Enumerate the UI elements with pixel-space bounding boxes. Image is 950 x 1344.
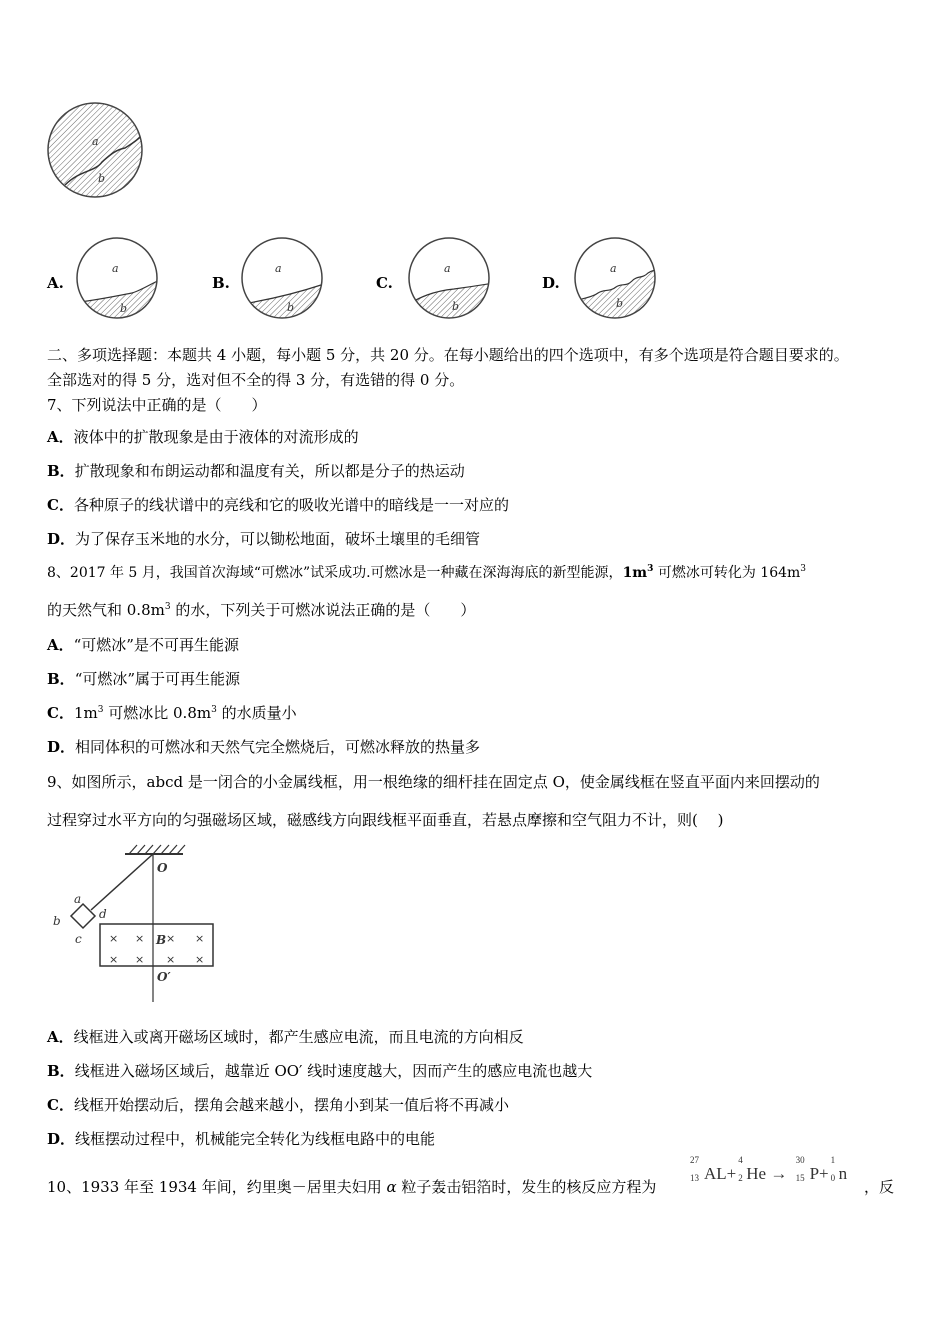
option-text: 可燃冰比 0.8m: [103, 704, 212, 722]
q8-stem-sup2: 3: [800, 564, 807, 574]
mass-number: 4: [738, 1155, 743, 1165]
option-text: 液体中的扩散现象是由于液体的对流形成的: [73, 428, 359, 446]
element-symbol: P+: [809, 1164, 829, 1183]
svg-text:×: ×: [166, 953, 176, 966]
neutron: [830, 1155, 848, 1184]
element-symbol: n: [838, 1164, 848, 1183]
option-label: C．: [47, 704, 74, 722]
svg-text:O′: O′: [157, 970, 171, 984]
svg-text:×: ×: [109, 953, 119, 966]
atomic-number: 0: [830, 1173, 836, 1183]
option-text: 线框开始摆动后，摆角会越来越小，摆角小到某一值后将不再减小: [73, 1096, 509, 1114]
option-label: C．: [47, 496, 74, 514]
q10-stem: [47, 1177, 656, 1197]
svg-text:b: b: [616, 297, 624, 310]
svg-text:×: ×: [109, 932, 119, 945]
q8-stem-value1: 1m: [622, 565, 648, 581]
option-label: B．: [47, 670, 75, 688]
svg-text:O: O: [157, 861, 168, 875]
svg-text:×: ×: [135, 953, 145, 966]
q8-stem2-sup: 3: [164, 602, 171, 612]
q9-option-d[interactable]: [47, 1129, 435, 1149]
option-label: A．: [47, 636, 74, 654]
q6-option-d-figure: [570, 235, 660, 321]
option-text: 线框进入或离开磁场区域时，都产生感应电流，而且电流的方向相反: [73, 1028, 524, 1046]
q7-option-c[interactable]: [47, 495, 509, 515]
q8-stem2-text2: 的水，下列关于可燃冰说法正确的是（ ）: [170, 601, 476, 619]
q7-option-d[interactable]: [47, 529, 480, 549]
svg-text:a: a: [112, 262, 119, 275]
svg-text:×: ×: [135, 932, 145, 945]
q6-option-d-label: D.: [542, 274, 560, 292]
q8-stem-line2: [47, 600, 475, 620]
q6-option-b-label: B.: [212, 274, 230, 292]
option-text: 扩散现象和布朗运动都和温度有关，所以都是分子的热运动: [74, 462, 465, 480]
svg-text:B: B: [156, 933, 167, 947]
phosphorus-nucleus: [795, 1155, 829, 1184]
q8-option-c[interactable]: [47, 703, 297, 723]
option-label: D．: [47, 738, 76, 756]
option-text: 的水质量小: [216, 704, 297, 722]
option-text: 为了保存玉米地的水分，可以锄松地面，破坏土壤里的毛细管: [75, 530, 481, 548]
q6-option-a-figure: [72, 235, 162, 321]
aluminum-nucleus: [690, 1155, 737, 1184]
atomic-number: 13: [690, 1173, 699, 1183]
q8-option-d[interactable]: [47, 737, 480, 757]
q7-option-b[interactable]: [47, 461, 465, 481]
q9-option-b[interactable]: [47, 1061, 592, 1081]
q8-option-a[interactable]: [47, 635, 239, 655]
option-label: C．: [47, 1096, 74, 1114]
svg-text:a: a: [275, 262, 282, 275]
atomic-number: 2: [738, 1173, 743, 1183]
atomic-number: 15: [795, 1173, 805, 1183]
option-text: 1m: [73, 704, 98, 722]
option-label: D．: [47, 530, 76, 548]
option-label: B．: [47, 462, 75, 480]
mass-number: 27: [690, 1155, 699, 1165]
q8-stem-sup1: 3: [647, 564, 654, 574]
q8-option-b[interactable]: [47, 669, 240, 689]
svg-text:a: a: [444, 262, 451, 275]
q7-stem: 7、下列说法中正确的是（ ）: [47, 396, 267, 414]
q8-stem-text2: 可燃冰可转化为 164m: [653, 565, 801, 581]
svg-text:c: c: [75, 932, 82, 946]
q8-stem2-text: 的天然气和 0.8m: [47, 601, 165, 619]
alpha-symbol: α: [386, 1178, 397, 1196]
svg-text:b: b: [287, 301, 295, 314]
option-text: “可燃冰”是不可再生能源: [73, 636, 239, 654]
q9-stem-line2: 过程穿过水平方向的匀强磁场区域，磁感线方向跟线框平面垂直，若悬点摩擦和空气阻力不计，则( ): [47, 811, 724, 829]
helium-nucleus: [738, 1155, 767, 1184]
option-label: A．: [47, 1028, 74, 1046]
svg-text:×: ×: [195, 953, 205, 966]
svg-text:b: b: [98, 172, 106, 185]
mass-number: 30: [795, 1155, 805, 1165]
q6-option-c-figure: [404, 235, 494, 321]
q9-option-a[interactable]: [47, 1027, 524, 1047]
svg-text:b: b: [120, 302, 128, 315]
q9-option-c[interactable]: [47, 1095, 509, 1115]
section2-heading-line2: 全部选对的得 5 分，选对但不全的得 3 分，有选错的得 0 分。: [47, 371, 465, 389]
mass-number: 1: [830, 1155, 836, 1165]
option-sup: 3: [211, 705, 217, 715]
element-symbol: He: [746, 1164, 767, 1183]
option-text: 相同体积的可燃冰和天然气完全燃烧后，可燃冰释放的热量多: [75, 738, 481, 756]
option-text: 各种原子的线状谱中的亮线和它的吸收光谱中的暗线是一一对应的: [73, 496, 509, 514]
option-text: “可燃冰”属于可再生能源: [74, 670, 241, 688]
nuclear-reaction-equation: [690, 1155, 848, 1184]
option-text: 线框进入磁场区域后，越靠近 OO′ 线时速度越大，因而产生的感应电流也越大: [74, 1062, 593, 1080]
option-label: A．: [47, 428, 74, 446]
option-text: 线框摆动过程中，机械能完全转化为线框电路中的电能: [75, 1130, 436, 1148]
q6-option-c-label: C.: [376, 274, 393, 292]
option-label: D．: [47, 1130, 76, 1148]
top-circle-figure: [40, 100, 150, 200]
svg-text:×: ×: [166, 932, 176, 945]
svg-text:b: b: [452, 300, 460, 313]
arrow-symbol: →: [770, 1164, 788, 1183]
svg-text:b: b: [53, 914, 61, 928]
svg-text:a: a: [92, 135, 99, 148]
svg-text:×: ×: [195, 932, 205, 945]
q9-stem-line1: 9、如图所示，abcd 是一闭合的小金属线框，用一根绝缘的细杆挂在固定点 O，使金属线框在竖直平面内来回摆动的: [47, 773, 820, 791]
q10-stem-text: 10、1933 年至 1934 年间，约里奥－居里夫妇用: [47, 1178, 387, 1196]
q7-option-a[interactable]: [47, 427, 359, 447]
element-symbol: AL+: [704, 1164, 737, 1183]
q10-stem-text2: 粒子轰击铝箔时，发生的核反应方程为: [396, 1178, 657, 1196]
section2-heading-line1: 二、多项选择题：本题共 4 小题，每小题 5 分，共 20 分。在每小题给出的四个选项中，有多个选项是符合题目要求的。: [47, 346, 849, 364]
q10-stem-end: ，反: [864, 1178, 895, 1196]
q9-figure: [45, 840, 220, 1006]
q8-stem-line1: [47, 563, 806, 583]
option-sup: 3: [97, 705, 104, 715]
q8-stem-text: 8、2017 年 5 月，我国首次海域“可燃冰”试采成功.可燃冰是一种藏在深海海底的新型能源，: [47, 565, 623, 581]
svg-text:a: a: [74, 892, 82, 906]
q6-option-a-label: A.: [47, 274, 64, 292]
q6-option-b-figure: [237, 235, 327, 321]
svg-text:a: a: [610, 262, 617, 275]
svg-text:d: d: [99, 907, 107, 921]
option-label: B．: [47, 1062, 75, 1080]
